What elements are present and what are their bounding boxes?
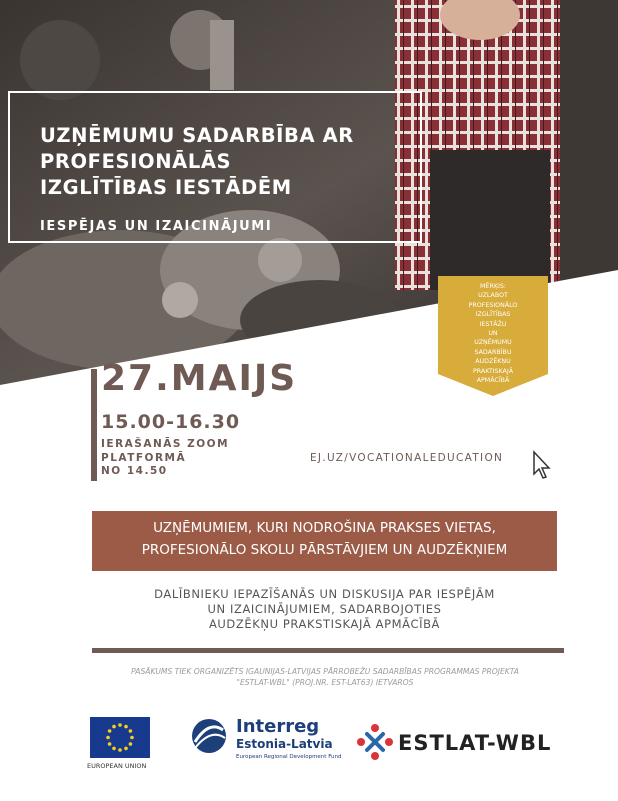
date-accent-bar xyxy=(91,369,97,481)
zoom-line: PLATFORMĀ xyxy=(101,451,187,464)
registration-link[interactable]: EJ.UZ/VOCATIONALEDUCATION xyxy=(310,452,504,464)
description-line: AUDZĒKŅU PRAKSTISKAJĀ APMĀCĪBĀ xyxy=(208,617,441,631)
event-subtitle: IESPĒJAS UN IZAICINĀJUMI xyxy=(40,219,273,234)
event-time: 15.00-16.30 xyxy=(101,411,241,433)
badge-line: UZLABOT xyxy=(478,292,508,300)
zoom-line: NO 14.50 xyxy=(101,465,168,477)
title-line: UZŅĒMUMU SADARBĪBA AR xyxy=(40,124,354,147)
badge-line: PROFESIONĀLO xyxy=(468,301,518,309)
zoom-info xyxy=(101,438,229,479)
interreg-fund: European Regional Development Fund xyxy=(236,754,342,760)
description-line: UN IZAICINĀJUMIEM, SADARBOJOTIES xyxy=(207,602,442,616)
badge-line: AUDZĒKŅU xyxy=(475,358,511,366)
badge-line: UZŅĒMUMU xyxy=(474,339,512,347)
event-date: 27.MAIJS xyxy=(101,358,298,399)
zoom-line: IERAŠANĀS ZOOM xyxy=(101,438,230,450)
note-line: PASĀKUMS TIEK ORGANIZĒTS IGAUNIJAS-LATVIJAS PĀRROBEŽU SADARBĪBAS PROGRAMMAS PROJEKTA xyxy=(131,667,519,676)
estlat-logo-icon xyxy=(355,722,395,766)
eu-flag-icon xyxy=(90,717,150,758)
eu-label: EUROPEAN UNION xyxy=(87,762,147,770)
audience-line: PROFESIONĀLO SKOLU PĀRSTĀVJIEM UN AUDZĒKŅIEM xyxy=(141,542,508,558)
title-line: PROFESIONĀLĀS xyxy=(40,150,232,173)
funding-note xyxy=(80,667,570,688)
interreg-region: Estonia-Latvia xyxy=(236,737,333,751)
title-line: IZGLĪTĪBAS IESTĀDĒM xyxy=(40,176,292,199)
badge-line: MĒRĶIS: xyxy=(480,283,506,290)
cursor-icon xyxy=(532,450,552,484)
badge-line: IESTĀŽU xyxy=(479,320,507,328)
estlat-name: ESTLAT-WBL xyxy=(398,731,552,755)
interreg-logo-icon xyxy=(189,716,229,760)
audience-line: UZŅĒMUMIEM, KURI NODROŠINA PRAKSES VIETAS, xyxy=(153,520,496,536)
goal-badge xyxy=(438,276,548,396)
interreg-name: Interreg xyxy=(236,716,320,737)
event-title xyxy=(40,123,410,201)
description-line: DALĪBNIEKU IEPAZĪŠANĀS UN DISKUSIJA PAR IESPĒJĀM xyxy=(154,587,495,601)
badge-line: SADARBĪBU xyxy=(474,348,512,356)
note-line: "ESTLAT-WBL" (PROJ.NR. EST-LAT63) IETVAROS xyxy=(236,677,414,687)
badge-line: UN xyxy=(488,330,498,338)
divider xyxy=(92,648,564,653)
badge-line: APMĀCĪBĀ xyxy=(476,377,510,385)
event-description xyxy=(92,587,557,632)
audience-banner xyxy=(92,511,557,571)
badge-text xyxy=(438,282,548,385)
badge-line: PRAKTISKAJĀ xyxy=(472,367,514,375)
badge-line: IZGLĪTĪBAS xyxy=(475,311,511,319)
